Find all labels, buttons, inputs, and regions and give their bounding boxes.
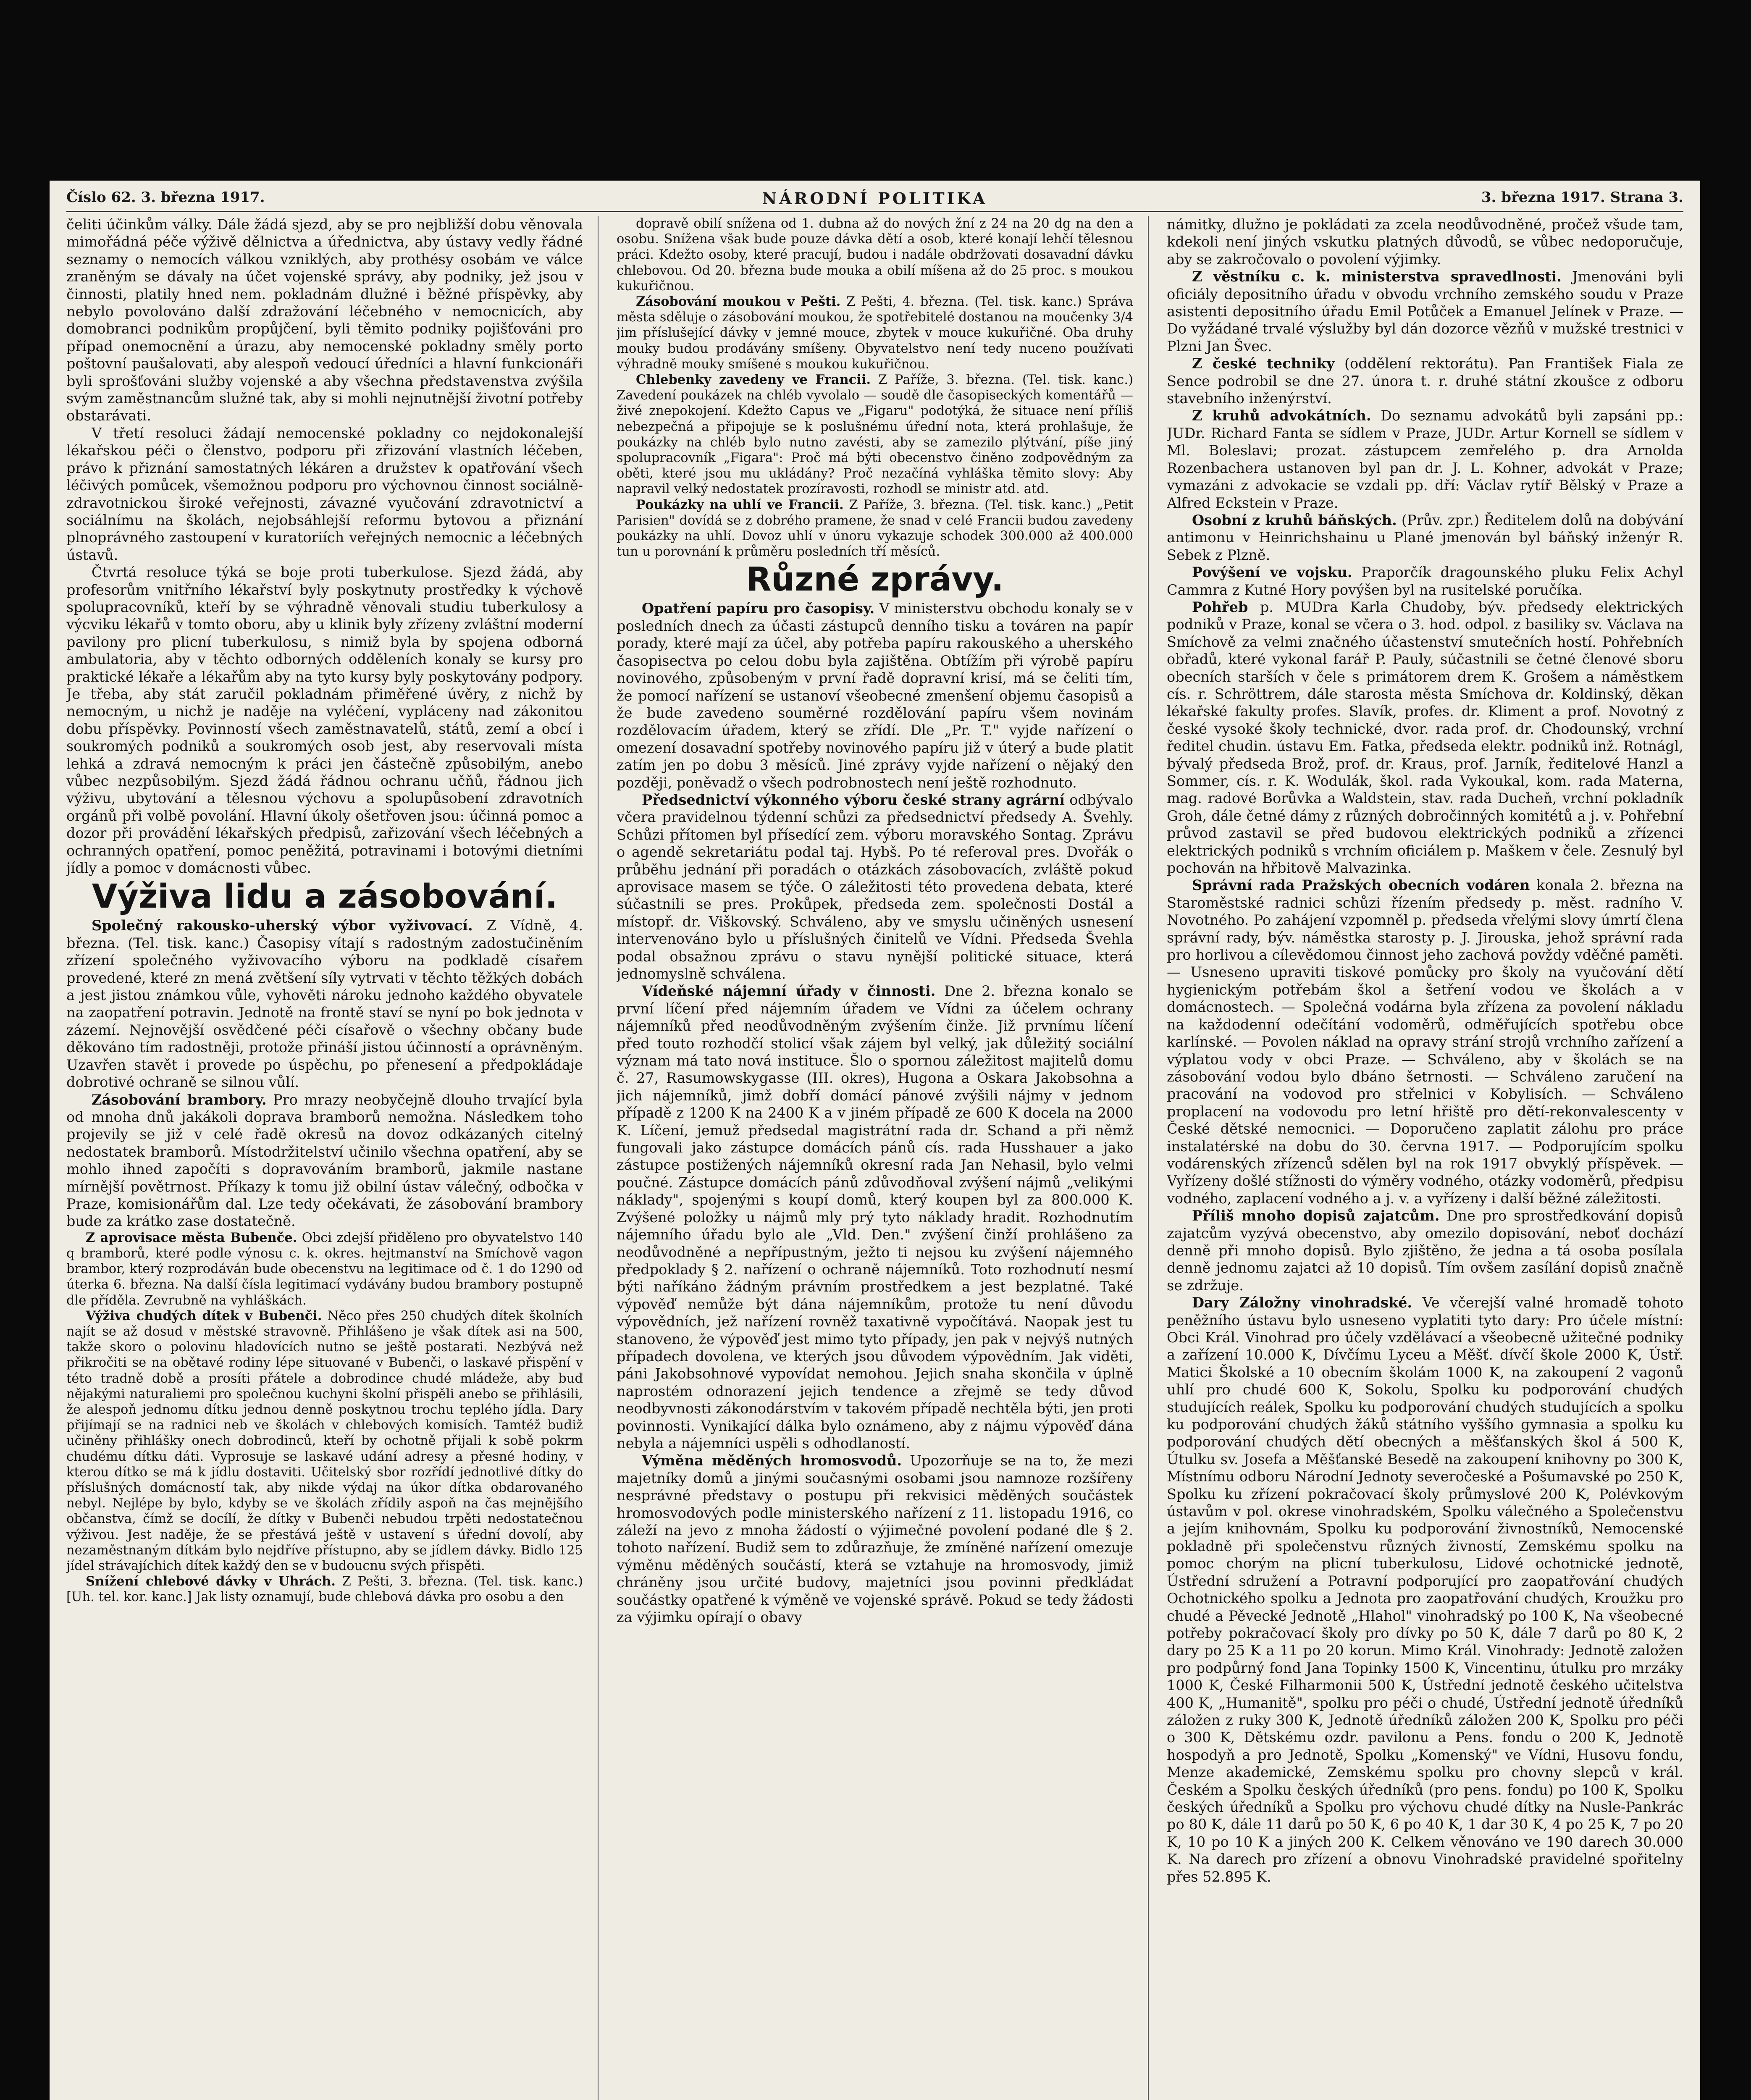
news-item-title: Z věstníku c. k. ministerstva spravedlnosti. <box>1192 268 1562 285</box>
news-item <box>1167 598 1683 877</box>
news-item-body: Praporčík dragounského pluku Felix Achyl Cammra z Kutné Hory povýšen byl na rusitelské poručíka. <box>1167 564 1683 598</box>
article-paragraph: V třetí resoluci žádají nemocenské pokladny co nejdokonalejší lékařskou péči o členstvo, podporu při zřizování vlastních léčeben, právo k přiznání samostatných lékáren a družstev k opatřování všech léčivých pomůcek, všemožnou podporu pro výchovnou činnost sociálně-zdravotnickou široké veřejnosti, závazné vyučování zdravotnictví a sociálnímu na školách, nejobsáhlejší reformu bytovou a přiznání plnoprávného zastoupení v kuratoriích veřejných nemocnic a léčebných ústavů. <box>66 425 583 563</box>
news-item-title: Zásobování brambory. <box>92 1091 267 1108</box>
news-item <box>617 791 1133 982</box>
news-item-body: V ministerstvu obchodu konaly se v posledních dnech za účasti zástupců denního tisku a továren na papír porady, které mají za účel, aby potřeba papíru rakouského a uherského časopisectva po celou dobu byla zajištěna. Obtížím při výrobě papíru novinového, způsobeným v první řadě dopravní krisí, má se čeliti tím, že pomocí nařízení se ustanoví všeobecné zmenšení objemu časopisů a že bude zavedeno souměrné rozdělování papíru všem novinám rozdělovacím úřadem, který se zřídí. Dle „Pr. T." vyjde nařízení o omezení dosavadní spotřeby novinového papíru již v úterý a bude platit zatím jen po dobu 3 měsíců. Jiné zprávy vyjde nařízení o nějaký den později, poněvadž o všech podrobnostech není ještě rozhodnuto. <box>617 600 1133 791</box>
news-item <box>1167 407 1683 511</box>
news-item-body: Z Paříže, 3. března. (Tel. tisk. kanc.) „Petit Parisien" dovídá se z dobrého pramene, že snad v celé Francii budou zavedeny poukázky na uhlí. Dovoz uhlí v únoru vykazuje schodek 300.000 až 400.000 tun u porovnání k průměru posledních tří měsíců. <box>617 497 1133 559</box>
news-item-body: Ve včerejší valné hromadě tohoto peněžního ústavu bylo usneseno vyplatiti tyto dary: Pro účele místní: Obci Král. Vinohrad pro účely vzdělávací a všeobecně užitečné podniky a zařízení 10.000 K, Dívčímu Lyceu a Měšť. dívčí škole 2000 K, Ústř. Matici Školské a 10 obecním školám 1000 K, na zakoupení 2 vagonů uhlí pro chudé 600 K, Sokolu, Spolku ku podporování chudých studujících reálek, Spolku ku podporování chudých studujících a spolku ku podporování chudých žáků státního vyššího gymnasia a spolku ku podporování chudých dětí obecných a měšťanských škol á 500 K, Útulku sv. Josefa a Měšťanské Besedě na zakoupení knihovny po 300 K, Místnímu odboru Národní Jednoty severočeské a Pošumavské po 250 K, Spolku ku zřízení pokračovací školy průmyslové 200 K, Polévkovým ústavům v pol. okrese vinohradském, Spolku válečného a Společenstvu a jejím knihovnám, Spolku ku podporování živnostníků, Nemocenské pokladně při společenstvu různých živností, Zemskému spolku na pomoc chorým na plicní tuberkulosu, Lidové ochotnické jednotě, Ústřední sdružení a Potravní podporující pro zaopatřování chudých Ochotnického spolku a Jednota pro zaopatřování chudých, Kroužku pro chudé a Pěvecké Jednotě „Hlahol" vinohradský po 100 K, Na všeobecné potřeby pokračovací školy pro dívky po 50 K, dále 7 darů po 80 K, 2 dary po 25 K a 11 po 20 korun. Mimo Král. Vinohrady: Jednotě založen pro podpůrný fond Jana Topinky 1500 K, Vincentinu, útulku pro mrzáky 1000 K, České Filharmonii 500 K, Ústřední jednotě českého učitelstva 400 K, „Humanitě", spolku pro péči o chudé, Ústřední jednotě úředníků záložen z ruky 300 K, Jednotě úředníků záložen 200 K, Spolku pro péči o 300 K, Dětskému ozdr. pavilonu a Pens. fondu o 200 K, Jednotě hospodyň a pro Jednotě, Spolku „Komenský" ve Vídni, Husovu fondu, Menze akademické, Zemskému spolku pro chovny slepců v král. Českém a Spolku českých úředníků (pro pens. fondu) po 100 K, Spolku českých úředníků a Spolku pro výchovu chudé dítky na Nusle-Pankrác po 80 K, dále 11 darů po 50 K, 6 po 40 K, 1 dar 30 K, 4 po 25 K, 7 po 20 K, 10 po 10 K a jiných 200 K. Celkem věnováno ve 190 darech 30.000 K. Na darech pro zřízení a obnovu Vinohradské pravidelné spořitelny přes 52.895 K. <box>1167 1294 1683 1885</box>
news-item-body: námitky, dlužno je pokládati za zcela neodůvodněné, pročež všude tam, kdekoli není jiných vskutku platných důvodů, se vůbec nedoporučuje, aby se zakročovalo o povolení výjimky. <box>1167 216 1683 268</box>
news-item-body: Dne 2. března konalo se první líčení před nájemním úřadem ve Vídni za účelem ochrany nájemníků před neodůvodněným zvýšením činže. Již prvnímu líčení před touto rozhodčí stolicí však zájem byl velký, jak důležitý sociální význam má tato nová instituce. Šlo o spornou záležitost majitelů domu č. 27, Rasumowskygasse (III. okres), Hugona a Oskara Jakobsohna a jich nájemníků, jimž dobří domácí pánové zvýšili nájmy v jednom případě z 1200 K na 2400 K a v jiném případě ze 600 K docela na 2000 K. Líčení, jemuž předsedal magistrátní rada dr. Schand a při němž fungovali jako zástupce domácích pánů cís. rada Husshauer a jako zástupce postižených nájemníků okresní rada Jan Nehasil, bylo velmi poučné. Zástupce domácích pánů zdůvodňoval zvýšení nájmů „velikými náklady", spojenými s koupí domů, který koupen byl za 800.000 K. Zvýšené položky u nájmů mly prý tyto náklady hradit. Rozhodnutím nájemního úřadu bylo ale „Vld. Den." zvýšení činží prohlášeno za neodůvodněné a nepřípustným, ježto ti nejsou ku zvýšení nájemného předpoklady § 2. nařízení o ochraně nájemníků. Toto rozhodnutí nesmí býti naříkáno žádným právním prostředkem a jest bezplatné. Také výpověď nemůže být dána nájemníkům, protože tu není důvodu výpovědních, jež nařízení rovněž taxativně vypočítává. Naopak jest tu stanoveno, že výpověď jest mimo tyto případy, jen pak v nejvýš nutných případech dovolena, ve kterých jsou důvodem výpovědním. Jak viděti, páni Jakobsohnové vypovídat nemohou. Jejich snaha skončila v úplně naprostém odnorazení jejich tendence a zřejmě se tedy důvod neodbyvnosti zákonodárstvím v takovém případě nechtěla býti, jen proti povinnosti. Vynikající dálka bylo oznámeno, aby z nájmu výpověď dána nebyla a nájemníci uspěli s odhodlaností. <box>617 983 1133 1452</box>
news-item <box>617 1452 1133 1626</box>
news-item-title: Společný rakousko-uherský výbor vyživovací. <box>92 917 473 934</box>
column-divider <box>1148 216 1149 2100</box>
small-print-block <box>66 1230 583 1605</box>
news-item-title: Snížení chlebové dávky v Uhrách. <box>86 1574 336 1589</box>
news-item-title: Zásobování moukou v Pešti. <box>636 294 841 310</box>
news-item-body: p. MUDra Karla Chudoby, býv. předsedy elektrických podniků v Praze, konal se včera o 3. hod. odpol. z basiliky sv. Václava na Smíchově za velmi značného účastenství smutečních hostí. Pohřebních obřadů, které vykonal farář P. Pauly, súčastnili se četné členové sboru obecních starších v čele s primátorem drem K. Grošem a náměstkem cís. r. Schröttrem, dále starosta města Smíchova dr. Koldinský, děkan lékařské fakulty profes. Slavík, profes. dr. Kliment a prof. Novotný z české vysoké školy technické, dvor. rada prof. dr. Chodounský, vrchní ředitel chudin. ústavu Em. Fatka, předseda elektr. podniků inž. Rotnágl, bývalý předseda Brož, prof. dr. Kraus, prof. Jarník, ředitelové Hanzl a Sommer, cís. r. K. Wodulák, škol. rada Vykoukal, kom. rada Materna, mag. radové Borůvka a Waldstein, stav. rada Ducheň, vrchní pokladník Groh, dále četné dámy z různých dobročinných komitétů a j. v. Pohřební průvod zastavil se před budovou elektrických podniků a zřízenci elektrických podniků s vrchním oficiálem p. Maškem v čele. Zesnulý byl pochován na hřbitově Malvazinka. <box>1167 598 1683 877</box>
news-item <box>66 1308 583 1574</box>
news-item-title: Dary Záložny vinohradské. <box>1192 1294 1412 1311</box>
news-item-title: Předsednictví výkonného výboru české strany agrární <box>642 791 1065 808</box>
news-item-body: (oddělení rektorátu). Pan František Fiala ze Sence podrobil se dne 27. února t. r. druhé státní zkoušce z odboru stavebního inženýrství. <box>1167 355 1683 407</box>
news-item-body: Z Pešti, 4. března. (Tel. tisk. kanc.) Správa města sděluje o zásobování moukou, že spotřebitelé dostanou na moučenky 3/4 jim příslušející dávky v jemné mouce, zbytek v mouce kukuřičné. Oba druhy mouky budou prodávány smíšeny. Obyvatelstvo není tedy nuceno používati výhradně mouky smíšené s moukou kukuřičnou. <box>617 294 1133 372</box>
news-item <box>1167 1294 1683 1885</box>
news-item <box>1167 877 1683 1207</box>
news-item <box>1167 512 1683 564</box>
header-rule <box>66 211 1683 212</box>
news-item <box>1167 268 1683 355</box>
news-item-title: Z aprovisace města Bubenče. <box>86 1230 297 1245</box>
news-item <box>617 497 1133 560</box>
news-item-title: Z kruhů advokátních. <box>1192 407 1371 424</box>
news-item-title: Vídeňské nájemní úřady v činnosti. <box>642 983 936 1000</box>
news-item <box>1167 1207 1683 1294</box>
news-item-body: Z Vídně, 4. března. (Tel. tisk. kanc.) Časopisy vítají s radostným zadostučiněním zřízení společného vyživovacího výboru na podkladě císařem provedené, které zn mená zvětšení síly vytrvati v těchto těžkých dobách a jest jistou známkou vůle, vyhověti nároku jednoho každého obyvatele na zaopatření potravin. Jednotě na frontě staví se nyní po bok jednota v zázemí. Nejnovější osvědčené péči císařově o všechny občany bude děkováno tím radostněji, protože přináší jistou účinností a oprávněným. Uzavřen stavět i provede po úspěchu, po přenesení a předpokládaje dobrotivé ochraně se silnou vůlí. <box>66 917 583 1091</box>
news-item <box>66 1091 583 1230</box>
news-item <box>66 1574 583 1605</box>
newspaper-page <box>50 181 1700 2100</box>
news-item-title: Povýšení ve vojsku. <box>1192 564 1352 581</box>
news-item <box>617 982 1133 1452</box>
news-item-title: Příliš mnoho dopisů zajatcům. <box>1192 1208 1440 1224</box>
masthead-title: NÁRODNÍ POLITIKA <box>762 189 988 208</box>
news-item <box>1167 564 1683 598</box>
news-item-body: Pro mrazy neobyčejně dlouho trvající byla od mnoha dnů jakákoli doprava bramborů nemožna. Následkem toho projevily se již v celé řadě okresů na dovoz odkázaných citelný nedostatek bramborů. Místodržitelství učinilo všechna opatření, aby se mohlo ihned započíti s dopravováním bramborů, jakmile nastane mírnější povětrnost. Příkazy k tomu již obilní ústav válečný, odbočka v Praze, komisionářům dal. Lze tedy očekávati, že zásobování brambory bude za krátko zase dostatečně. <box>66 1091 583 1230</box>
column-divider <box>598 216 599 2100</box>
news-item-body: konala 2. března na Staroměstské radnici schůzi řízením předsedy p. měst. radního V. Novotného. Po zahájení vzpomněl p. předseda vřelými slovy úmrtí člena správní rady, býv. náměstka starosty p. J. Jirouska, jehož správní rada pro horlivou a cílevědomou činnost jeho zachová povždy vděčné paměti. — Usneseno upraviti tiskové pomůcky pro školy na vyučování dětí hygienickým potřebám škol a šetření vodou ve školách a v domácnostech. — Společná vodárna byla zřízena za povolení nákladu na každodenní odečítání vodoměrů, odměřujících spotřebu obce karlínské. — Povolen náklad na opravy strání strojů vrchního zařízení a výplatou vody v obci Praze. — Schváleno, aby v školách se na zásobování vodou bylo dbáno šetrnosti. — Schváleno zaručení na pracování na vodovod pro střelnici v Kobylisích. — Schváleno proplacení na vodovodu pro letní hřiště pro dětí-rekonvalescenty v České dětské nemocnici. — Doporučeno zaplatit zálohu pro práce instalatérské na dobu do 30. června 1917. — Podporujícím spolku vodárenských zřízenců sdělen byl na rok 1917 obvyklý příspěvek. — Vyřízeny došlé stížnosti do výměry vodného, otázky vodoměrů, předpisu vodného, zaplacení vodného a j. v. a vyřízeny i další běžné záležitosti. <box>1167 877 1683 1207</box>
news-item <box>66 1230 583 1308</box>
news-item-body: Jmenováni byli oficiály depositního úřadu v obvodu vrchního zemského soudu v Praze asistenti depositního úřadu Emil Potůček a Emanuel Jelínek v Praze. — Do vyžádané trvalé výslužby byl dán dozorce vězňů v mužské trestnici v Plzni Jan Švec. <box>1167 268 1683 354</box>
section-heading: Výživa lidu a zásobování. <box>92 878 558 916</box>
header-issue-date: Číslo 62. 3. března 1917. <box>66 189 265 206</box>
news-item-body: Něco přes 250 chudých dítek školních najít se až dosud v městské stravovně. Přihlášeno je však dítek asi na 500, takže skoro o polovinu hladovících nutno se ještě postarati. Nezbývá než přikročiti se na obětavé rodiny lépe situované v Bubenči, o laskavé přispění v této tradně době a prosíti přátele a dobrodince chudé mládeže, aby buď nějakými naturaliemi pro společnou kuchyni školní přispěli anebo se přihlásili, že alespoň jednomu dítku jednou denně poskytnou trochu teplého jídla. Dary přijímají se na radnici neb ve školách v chlebových komisích. Tamtéž budiž učiněny přihlášky onech dobrodinců, kteří by ochotně přijali k sobě pokrm chudému dítku dáti. Vyprosuje se laskavé udání adresy a přesné hodiny, v kterou dítko se má k jídlu dostaviti. Učitelský sbor rozřídí jednotlivé dítky do příslušných domácností tak, aby nikde výdaj na úkor dítka obdarovaného nebyl. Nejlépe by bylo, kdyby se ve školách zřídily aspoň na čas mejnějšího občanstva, čímž se docílí, že dítky v Bubenči nebudou trpěti nedostatečnou výživou. Jest naděje, že se přestává ještě v ustavení s úřední dovolí, aby nezaměstnaným dítkám bylo nejdříve přístupno, aby se jídlem dávky. Bidlo 125 jídel strávajíchich dítek každý den se v budoucnu svých přispěti. <box>66 1308 583 1574</box>
page-header <box>66 189 1683 209</box>
news-item <box>617 372 1133 497</box>
news-item-title: Osobní z kruhů báňských. <box>1192 512 1397 528</box>
news-item-body: dopravě obilí snížena od 1. dubna až do nových žní z 24 na 20 dg na den a osobu. Snížena však bude pouze dávka dětí a osob, které konají lehčí tělesnou práci. Kdežto osoby, které pracují, budou i nadále obdržovati dosavadní dávku chlebovou. Od 20. března bude mouka a obilí míšena až do 25 proc. s moukou kukuřičnou. <box>617 216 1133 294</box>
column-2 <box>617 216 1133 2100</box>
column-3 <box>1167 216 1683 2100</box>
header-date-page: 3. března 1917. Strana 3. <box>1481 189 1683 206</box>
news-item-body: Obci zdejší přiděleno pro obyvatelstvo 140 q bramborů, které podle výnosu c. k. okres. hejtmanství na Smíchově vagon brambor, který rozprodáván bude obecenstvu na legitimace od č. 1 do 1290 od úterka 6. března. Na další čísla legitimací vydávány budou brambory postupně dle příděla. Zevrubně na vyhláškách. <box>66 1230 583 1308</box>
news-item-body: Upozorňuje se na to, že mezi majetníky domů a jinými současnými osobami jsou namnoze rozšířeny nesprávné představy o postupu při rekvisici měděných součástek hromosvodových podle ministerského nařízení z 11. listopadu 1916, co záleží na jevo z mnoha žádostí o výjimečné povolení podané dle § 2. tohoto nařízení. Budiž sem to zdůrazňuje, že zmíněné nařízení omezuje výměnu měděných součástí, která se vztahuje na hromosvody, jimiž chráněny jsou určité budovy, majetníci jsou povinni předkládat součástky opatřené k výměně ve vojenské správě. Pokud se tedy žádosti za výjimku opírají o obavy <box>617 1452 1133 1626</box>
news-item-title: Výměna měděných hromosvodů. <box>642 1452 902 1469</box>
news-item <box>1167 355 1683 407</box>
news-item-body: odbývalo včera pravidelnou týdenní schůzi za předsednictví předsedy A. Švehly. Schůzi přítomen byl přísedící zem. výboru moravského Sontag. Zprávu o agendě sekretariátu podal taj. Hybš. Po té referoval pres. Dvořák o průběhu jednání při poradách o otázkách zásobovacích, zvláště pokud aprovisace masem se týče. O záležitosti této provedena debata, které súčastnili se pres. Prokůpek, předseda zem. společnosti Dostál a místopř. dr. Viškovský. Schváleno, aby ve smyslu učiněných usnesení intervenováno bylo u příslušných činitelů ve Vídni. Předseda Švehla podal obsažnou zprávu o stavu nynější politické situace, která jednomyslně schválena. <box>617 791 1133 982</box>
news-item <box>617 294 1133 372</box>
section-heading: Různé zprávy. <box>746 561 1004 599</box>
article-paragraph: čeliti účinkům války. Dále žádá sjezd, aby se pro nejbližší dobu věnovala mimořádná péče výživě dělnictva a úřednictva, aby ústavy vedly řádné seznamy o nemocích válkou vzniklých, aby prothésy osobám ve válce zraněným se dávaly na účet vojenské správy, aby podniky, jež jsou v činnosti, platily hned nem. pokladnám dlužné i běžné příspěvky, aby nebylo povolováno další zdražování léčebného v nemocnicích, aby domobranci podnikům propůjčení, byli těmito podniky pojišťováni pro případ onemocnění a úrazu, aby nemocenské pokladny směly porto poštovní paušalovati, aby alespoň vedoucí úředníci a hlavní funkcionáři byli sprošťováni služby vojenské a aby všechna představenstva zvýšila svým zaměstnancům služné tak, aby si mohli nejnutnější životní potřeby obstarávati. <box>66 216 583 424</box>
article-paragraph: Čtvrtá resoluce týká se boje proti tuberkulose. Sjezd žádá, aby profesorům vnitřního lékařství byly poskytnuty prostředky k výchově spolupracovníků, kteří by se výhradně věnovali studiu tuberkulosy a výcviku lékařů v tomto oboru, aby u klinik byly zřízeny zvláštní moderní pavilony pro plicní tuberkulosu, s nimiž byla by spojena odborná ambulatoria, aby v těchto odborných odděleních konaly se kursy pro praktické lékaře a lékařům aby na tyto kursy byly poskytovány podpory. Je třeba, aby stát zaručil pokladnám přiměřené úvěry, z nichž by nemocným, u nichž je naděje na vyléčení, vypláceny nad zákonitou dobu příspěvky. Povinností všech zaměstnavatelů, států, zemí a obcí i soukromých podniků a soukromých osob jest, aby reservovali místa lehká a zdravá nemocným k práci jen částečně způsobilým, anebo vůbec nezpůsobilým. Sjezd žádá řádnou ochranu učňů, řádnou jich výživu, ubytování a tělesnou výchovu a spolupůsobení zdravotních orgánů při volbě povolání. Hlavní úkoly ošetřoven jsou: účinná pomoc a dozor při provádění lékařských předpisů, zařizování všech léčebných a ochranných opatření, pomoc peněžitá, potravinami i botovými dietními jídly a pomoc v domácnosti vůbec. <box>66 564 583 877</box>
small-print-block <box>617 216 1133 559</box>
news-item-title: Z české techniky <box>1192 355 1335 372</box>
news-item-body: Z Pešti, 3. března. (Tel. tisk. kanc.) [Uh. tel. kor. kanc.] Jak listy oznamují, bude chlebová dávka pro osobu a den <box>66 1574 583 1605</box>
news-item-title: Poukázky na uhlí ve Francii. <box>636 497 844 512</box>
news-item-body: (Prův. zpr.) Ředitelem dolů na dobývání antimonu v Heinrichshainu u Plané jmenován byl báňský inženýr R. Sebek z Plzně. <box>1167 512 1683 563</box>
news-item-title: Správní rada Pražských obecních vodáren <box>1192 877 1530 894</box>
news-item-body: Do seznamu advokátů byli zapsáni pp.: JUDr. Richard Fanta se sídlem v Praze, JUDr. Artur Kornell se sídlem v Ml. Boleslavi; prozat. zástupcem zemřelého p. dra Arnolda Rozenbachera ustanoven byl pan dr. J. L. Kohner, advokát v Praze; vymazáni z advokacie se vzdali pp. dří: Václav rytíř Bělský v Praze a Alfred Eckstein v Praze. <box>1167 407 1683 511</box>
news-item-body: Dne pro sprostředkování dopisů zajatcům vyzývá obecenstvo, aby omezilo dopisování, neboť dochází denně při mnoho dopisů. Bylo zjištěno, že jedna a tá osoba posílala denně jednomu zajatci až 10 dopisů. Tím ovšem zasílání dopisů značně se zdržuje. <box>1167 1208 1683 1294</box>
news-item <box>617 600 1133 791</box>
news-item-title: Výživa chudých dítek v Bubenči. <box>86 1308 322 1323</box>
column-1 <box>66 216 583 2100</box>
news-item <box>66 917 583 1091</box>
news-item-title: Chlebenky zavedeny ve Francii. <box>636 372 871 388</box>
news-item-title: Pohřeb <box>1192 598 1248 615</box>
news-item-body: Z Paříže, 3. března. (Tel. tisk. kanc.) Zavedení poukázek na chléb vyvolalo — soudě dle časopiseckých komentářů — živé znepokojení. Kdežto Capus ve „Figaru" podotýká, že situace není příliš nebezpečná a připojuje se k poslušnému úřední nota, která prohlašuje, že poukázky na chléb bylo nutno zavésti, aby se zamezilo plýtvání, píše jiný spolupracovník „Figara": Proč má býti obecenstvo činěno zodpovědným za oběti, které jsou mu ukládány? Proč nezačíná vyhláška těmito slovy: Aby napravil velký nedostatek prozíravosti, rozhodl se ministr atd. atd. <box>617 373 1133 497</box>
news-item-title: Opatření papíru pro časopisy. <box>642 600 875 617</box>
